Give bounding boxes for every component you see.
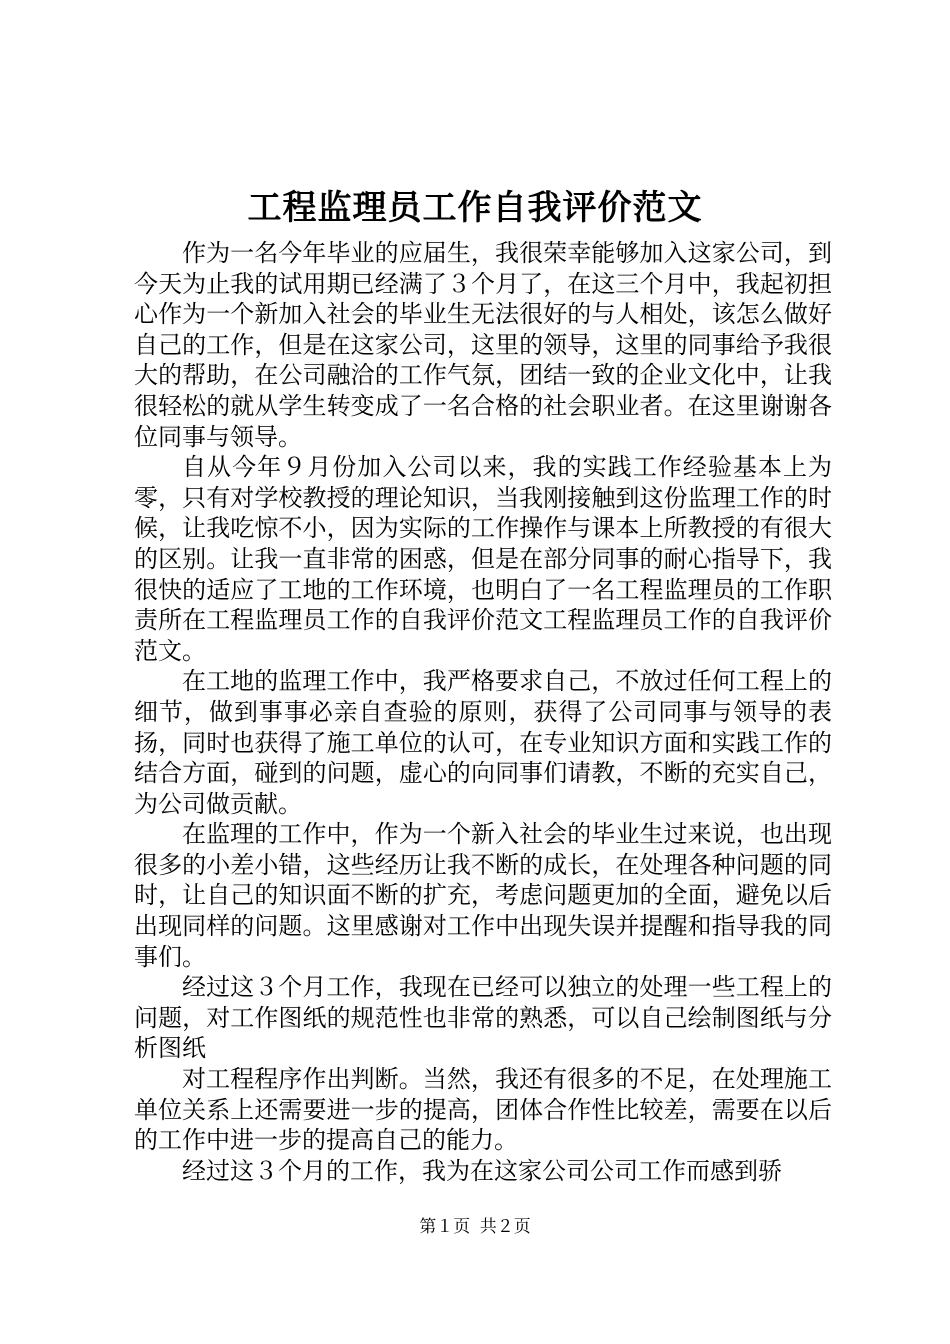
paragraph-2: 自从今年９月份加入公司以来，我的实践工作经验基本上为零，只有对学校教授的理论知识，当我刚接触到这份监理工作的时候，让我吃惊不小，因为实际的工作操作与课本上所教授的有很大的区别。让我一直非常的困惑，但是在部分同事的耐心指导下，我很快的适应了工地的工作环境，也明白了一名工程监理员的工作职责所在工程监理员工作的自我评价范文工程监理员工作的自我评价范文。 (134, 453, 832, 665)
paragraph-3: 在工地的监理工作中，我严格要求自己，不放过任何工程上的细节，做到事事必亲自查验的原则，获得了公司同事与领导的表扬，同时也获得了施工单位的认可，在专业知识方面和实践工作的结合方面，碰到的问题，虚心的向同事们请教，不断的充实自己，为公司做贡献。 (134, 667, 832, 818)
paragraph-7: 经过这３个月的工作，我为在这家公司公司工作而感到骄 (182, 1156, 782, 1185)
paragraph-6: 对工程程序作出判断。当然，我还有很多的不足，在处理施工单位关系上还需要进一步的提高，团体合作性比较差，需要在以后的工作中进一步的提高自己的能力。 (134, 1065, 832, 1155)
paragraph-5: 经过这３个月工作，我现在已经可以独立的处理一些工程上的问题，对工作图纸的规范性也非常的熟悉，可以自己绘制图纸与分析图纸 (134, 973, 832, 1063)
document-title: 工程监理员工作自我评价范文 (247, 188, 703, 228)
paragraph-1: 作为一名今年毕业的应届生，我很荣幸能够加入这家公司，到今天为止我的试用期已经满了３个月了，在这三个月中，我起初担心作为一个新加入社会的毕业生无法很好的与人相处，该怎么做好自己的工作，但是在这家公司，这里的领导，这里的同事给予我很大的帮助，在公司融洽的工作气氛，团结一致的企业文化中，让我很轻松的就从学生转变成了一名合格的社会职业者。在这里谢谢各位同事与领导。 (134, 239, 832, 451)
document-body (134, 238, 832, 1186)
page-total: 共２页 (479, 1217, 531, 1237)
paragraph-4: 在监理的工作中，作为一个新入社会的毕业生过来说，也出现很多的小差小错，这些经历让我不断的成长，在处理各种问题的同时，让自己的知识面不断的扩充，考虑问题更加的全面，避免以后出现同样的问题。这里感谢对工作中出现失误并提醒和指导我的同事们。 (134, 820, 832, 971)
page-number: 第１页 (419, 1217, 471, 1237)
page-footer (0, 1215, 950, 1239)
